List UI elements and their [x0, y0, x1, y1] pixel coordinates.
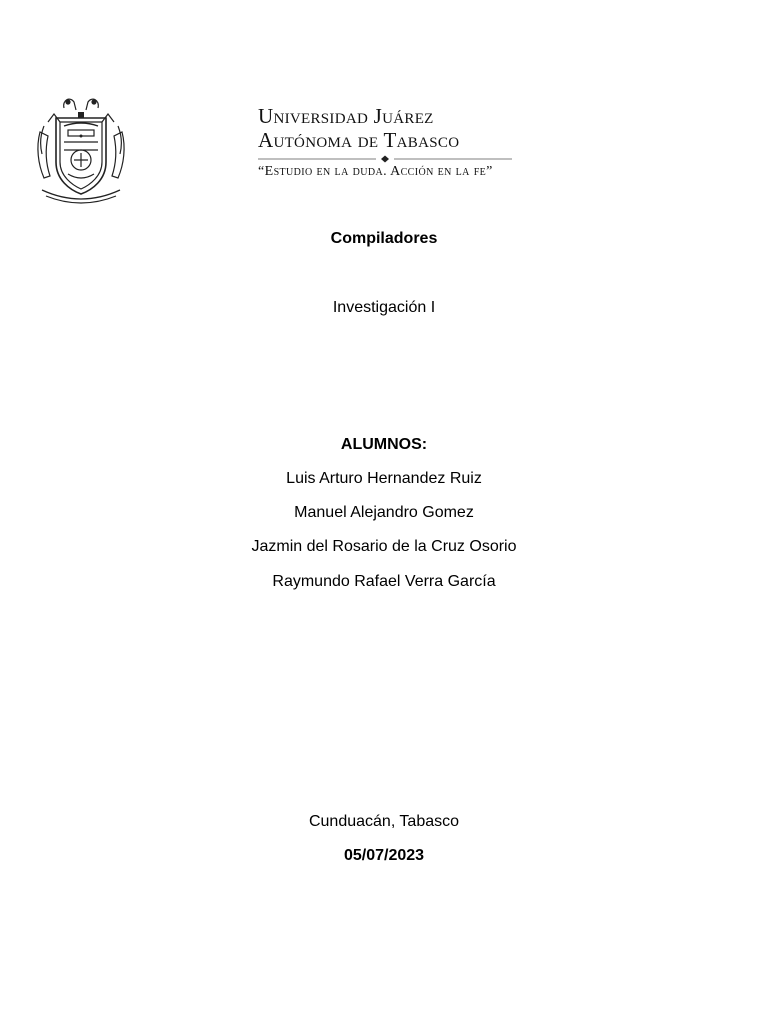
university-motto: “Estudio en la duda. Acción en la fe”	[258, 164, 493, 179]
university-name-line2: Autónoma de Tabasco	[258, 128, 460, 152]
header-divider	[258, 154, 512, 164]
date-text: 05/07/2023	[343, 847, 425, 864]
university-name	[258, 104, 514, 152]
student-name: Raymundo Rafael Verra García	[272, 573, 496, 590]
location-text: Cunduacán, Tabasco	[308, 813, 460, 830]
student-name: Luis Arturo Hernandez Ruiz	[286, 470, 482, 487]
course-title: Compiladores	[330, 230, 438, 247]
assignment-title: Investigación I	[332, 299, 436, 316]
student-name: Manuel Alejandro Gomez	[294, 504, 474, 521]
university-seal-icon	[34, 92, 128, 206]
student-name: Jazmin del Rosario de la Cruz Osorio	[251, 538, 517, 555]
students-heading: ALUMNOS:	[340, 436, 428, 453]
university-name-line1: Universidad Juárez	[258, 104, 434, 128]
